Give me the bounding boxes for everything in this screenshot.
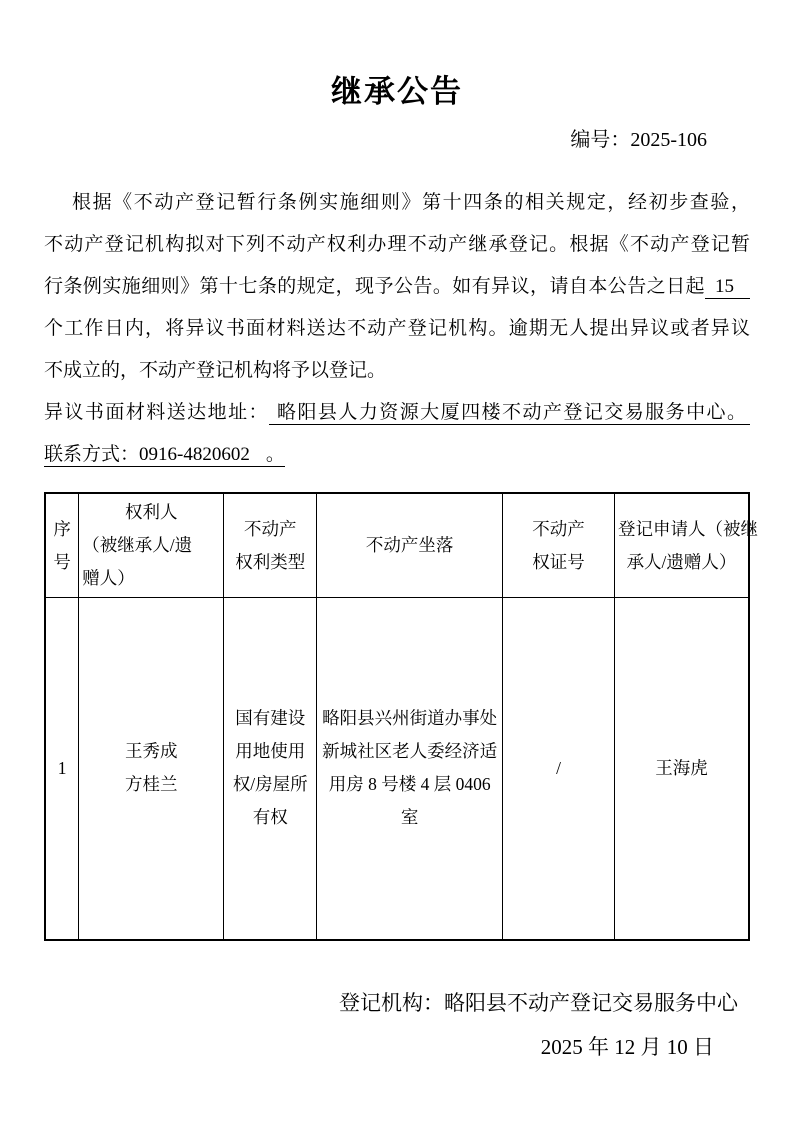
address-label: 异议书面材料送达地址： — [44, 402, 269, 423]
body-line-2: 不动产登记机构拟对下列不动产权利办理不动产继承登记。根据《不动产登记暂 — [44, 234, 750, 255]
cell-right-holder: 王秀成 方桂兰 — [79, 598, 224, 940]
registration-agency-line: 登记机构：略阳县不动产登记交易服务中心 — [339, 990, 738, 1015]
body-line-4: 个工作日内，将异议书面材料送达不动产登记机构。逾期无人提出异议或者异议 — [44, 318, 750, 339]
cell-right-type: 国有建设 用地使用 权/房屋所 有权 — [224, 598, 317, 940]
col-header-seq: 序 号 — [45, 493, 79, 598]
address-value: 略阳县人力资源大厦四楼不动产登记交易服务中心。 — [269, 402, 750, 425]
col-header-right-type: 不动产 权利类型 — [224, 493, 317, 598]
col-header-right-holder: 权利人 （被继承人/遗 赠人） — [79, 493, 224, 598]
notice-body-paragraph — [44, 182, 750, 392]
objection-days-blank: 15 — [705, 276, 750, 299]
table-row — [45, 598, 749, 940]
table-header-row — [45, 493, 749, 598]
contact-underline — [44, 444, 285, 467]
contact-value: 0916-4820602 — [139, 444, 250, 465]
body-line-3 — [44, 266, 750, 308]
announcement-date-line: 2025 年 12 月 10 日 — [540, 1034, 714, 1059]
contact-line — [44, 434, 750, 476]
cell-cert-no: / — [503, 598, 615, 940]
doc-number: 编号：2025-106 — [570, 129, 707, 151]
body-line-1: 根据《不动产登记暂行条例实施细则》第十四条的相关规定，经初步查验， — [72, 192, 750, 213]
objection-address-line — [44, 392, 750, 434]
body-line-3-text: 行条例实施细则》第十七条的规定，现予公告。如有异议，请自本公告之日起 — [44, 276, 705, 297]
announcement-table — [44, 492, 758, 941]
body-line-5: 不成立的，不动产登记机构将予以登记。 — [44, 360, 387, 381]
col-header-cert-no: 不动产 权证号 — [503, 493, 615, 598]
col-header-applicant: 登记申请人（被继 承人/遗赠人） — [615, 493, 750, 598]
cell-location: 略阳县兴州街道办事处 新城社区老人委经济适 用房 8 号楼 4 层 0406 室 — [317, 598, 503, 940]
cell-applicant: 王海虎 — [615, 598, 750, 940]
page-title: 继承公告 — [331, 74, 463, 109]
contact-label: 联系方式： — [44, 444, 140, 465]
col-header-location: 不动产坐落 — [317, 493, 503, 598]
cell-seq: 1 — [45, 598, 79, 940]
contact-suffix: 。 — [265, 444, 285, 465]
